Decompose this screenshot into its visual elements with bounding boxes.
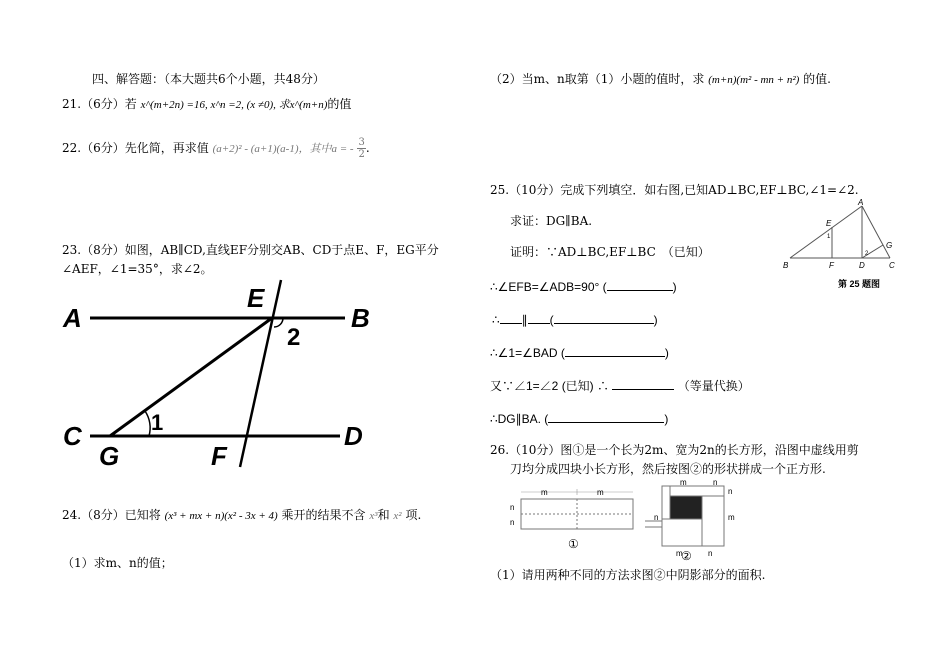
- step2-end: ): [653, 313, 658, 327]
- step2-c: (: [549, 313, 554, 327]
- q25-step4: [490, 377, 750, 393]
- q24p2-expr: (m+n)(m² - mn + n²): [708, 74, 800, 86]
- fig25-c: C: [889, 261, 895, 270]
- q26-line2: 刀均分成四块小长方形，然后按图②的形状拼成一个正方形.: [510, 462, 826, 476]
- step4-end: （等量代换）: [677, 379, 750, 393]
- q24-part1: （1）求m、n的值；: [62, 556, 173, 570]
- step4-blank[interactable]: [612, 377, 674, 390]
- q24-x3: x³: [369, 510, 378, 522]
- q25-step1: [490, 278, 677, 294]
- label-2: 2: [287, 324, 301, 351]
- fig25-a: A: [858, 198, 864, 207]
- q22-frac-num: 3: [358, 137, 365, 148]
- fig25-e: E: [826, 219, 832, 228]
- fig25-angle2: 2: [865, 251, 869, 257]
- q25-figure-caption: 第 25 题图: [838, 279, 881, 289]
- fig2-n-left: n: [654, 513, 659, 522]
- q23-line1: 23.（8分）如图，AB∥CD,直线EF分别交AB、CD于点E、F，EG平分: [62, 243, 439, 257]
- step5-text: ∴DG∥BA. (: [490, 412, 549, 426]
- step3-text: ∴∠1=∠BAD (: [490, 346, 565, 360]
- q24-and: 和: [377, 508, 390, 522]
- q21-label: 21.（6分）若: [62, 97, 137, 111]
- q24-part2: [490, 72, 831, 87]
- label-b: B: [351, 303, 370, 333]
- step3-blank[interactable]: [565, 344, 665, 357]
- q25-proof-start: 证明：∵AD⊥BC,EF⊥BC （已知）: [510, 245, 710, 259]
- q22-expr: (a+2)² - (a+1)(a-1)，其中a = -: [212, 143, 354, 155]
- label-f: F: [211, 441, 227, 471]
- section-title: 四、解答题：（本大题共6个小题，共48分）: [92, 72, 325, 86]
- fig25-g: G: [886, 241, 893, 250]
- step1-end: ): [672, 280, 677, 294]
- q25-step2: [492, 311, 658, 327]
- q24p2-label: （2）当m、n取第（1）小题的值时，求: [490, 72, 705, 86]
- q24-label: 24.（8分）已知将: [62, 508, 161, 522]
- q24-x2: x²: [393, 510, 402, 522]
- q25-prove: 求证：DG∥BA.: [510, 214, 593, 228]
- q22-frac-den: 2: [358, 149, 365, 160]
- step1-text: ∴∠EFB=∠ADB=90° (: [490, 280, 607, 294]
- step5-end: ): [664, 412, 669, 426]
- step2-a: ∴: [492, 313, 500, 327]
- step5-blank[interactable]: [548, 410, 664, 423]
- fig1-m-left: m: [541, 488, 548, 497]
- label-c: C: [63, 421, 82, 451]
- fig2-m-bottom: m: [676, 549, 683, 558]
- q22-tail: .: [365, 141, 370, 155]
- fig2-n-right: n: [728, 487, 733, 496]
- q21: [62, 97, 351, 112]
- fig25-angle1: 1: [827, 234, 831, 240]
- fig2-n-top: n: [713, 478, 718, 487]
- line-eg: [110, 318, 272, 436]
- fig1-n-bottom: n: [510, 518, 515, 527]
- label-g: G: [99, 441, 120, 471]
- step2-b: ∥: [521, 313, 528, 327]
- label-d: D: [344, 421, 363, 451]
- q24-tail: 项.: [405, 508, 422, 522]
- q25-line1: 25.（10分）完成下列填空．如右图,已知AD⊥BC,EF⊥BC,∠1=∠2.: [490, 183, 859, 197]
- q24-expr: (x³ + mx + n)(x² - 3x + 4): [164, 510, 278, 522]
- step2-blank-3[interactable]: [554, 311, 654, 324]
- fig1-m-right: m: [597, 488, 604, 497]
- label-1: 1: [151, 410, 164, 435]
- fig1-n-top: n: [510, 503, 515, 512]
- q26-line1: 26.（10分）图①是一个长为2m、宽为2n的长方形，沿图中虚线用剪: [490, 443, 859, 457]
- fig25-d: D: [859, 261, 865, 270]
- q26-fig1-caption: ①: [568, 537, 579, 551]
- q24-mid: 乘开的结果不含: [281, 508, 366, 522]
- q25-figure: [780, 196, 905, 276]
- q23-figure: [55, 275, 385, 475]
- label-a: A: [63, 303, 82, 333]
- q25-step3: [490, 344, 669, 360]
- step2-blank-1[interactable]: [500, 311, 522, 324]
- q22: [62, 137, 370, 160]
- fig25-f: F: [829, 261, 834, 270]
- q24p2-tail: 的值.: [803, 72, 831, 86]
- label-e: E: [247, 283, 265, 313]
- step2-blank-2[interactable]: [528, 311, 550, 324]
- q26-part1: （1）请用两种不同的方法求图②中阴影部分的面积.: [490, 568, 766, 582]
- q26-figure-2: [640, 478, 750, 560]
- angle-1-arc: [145, 411, 150, 436]
- fig25-ba: [790, 206, 862, 258]
- q25-step5: [490, 410, 668, 426]
- step3-end: ): [664, 346, 669, 360]
- q23-line2: ∠AEF，∠1=35°，求∠2。: [62, 262, 213, 276]
- fig2-shaded: [670, 496, 702, 519]
- q21-expr: x^(m+2n) =16, x^n =2, (x ≠0), 求x^(m+n): [140, 99, 328, 111]
- q26-fig2-caption: ②: [681, 549, 692, 563]
- q21-tail: 的值: [327, 97, 352, 111]
- q22-fraction: [357, 137, 365, 160]
- step4-text: 又∵∠1=∠2 (已知) ∴: [490, 379, 610, 393]
- fig2-m-top: m: [680, 478, 687, 487]
- fig2-m-right: m: [728, 513, 735, 522]
- fig25-b: B: [783, 261, 789, 270]
- step1-blank[interactable]: [607, 278, 673, 291]
- q22-label: 22.（6分）先化简，再求值: [62, 141, 209, 155]
- fig2-n-bottom: n: [708, 549, 713, 558]
- q24: [62, 508, 421, 523]
